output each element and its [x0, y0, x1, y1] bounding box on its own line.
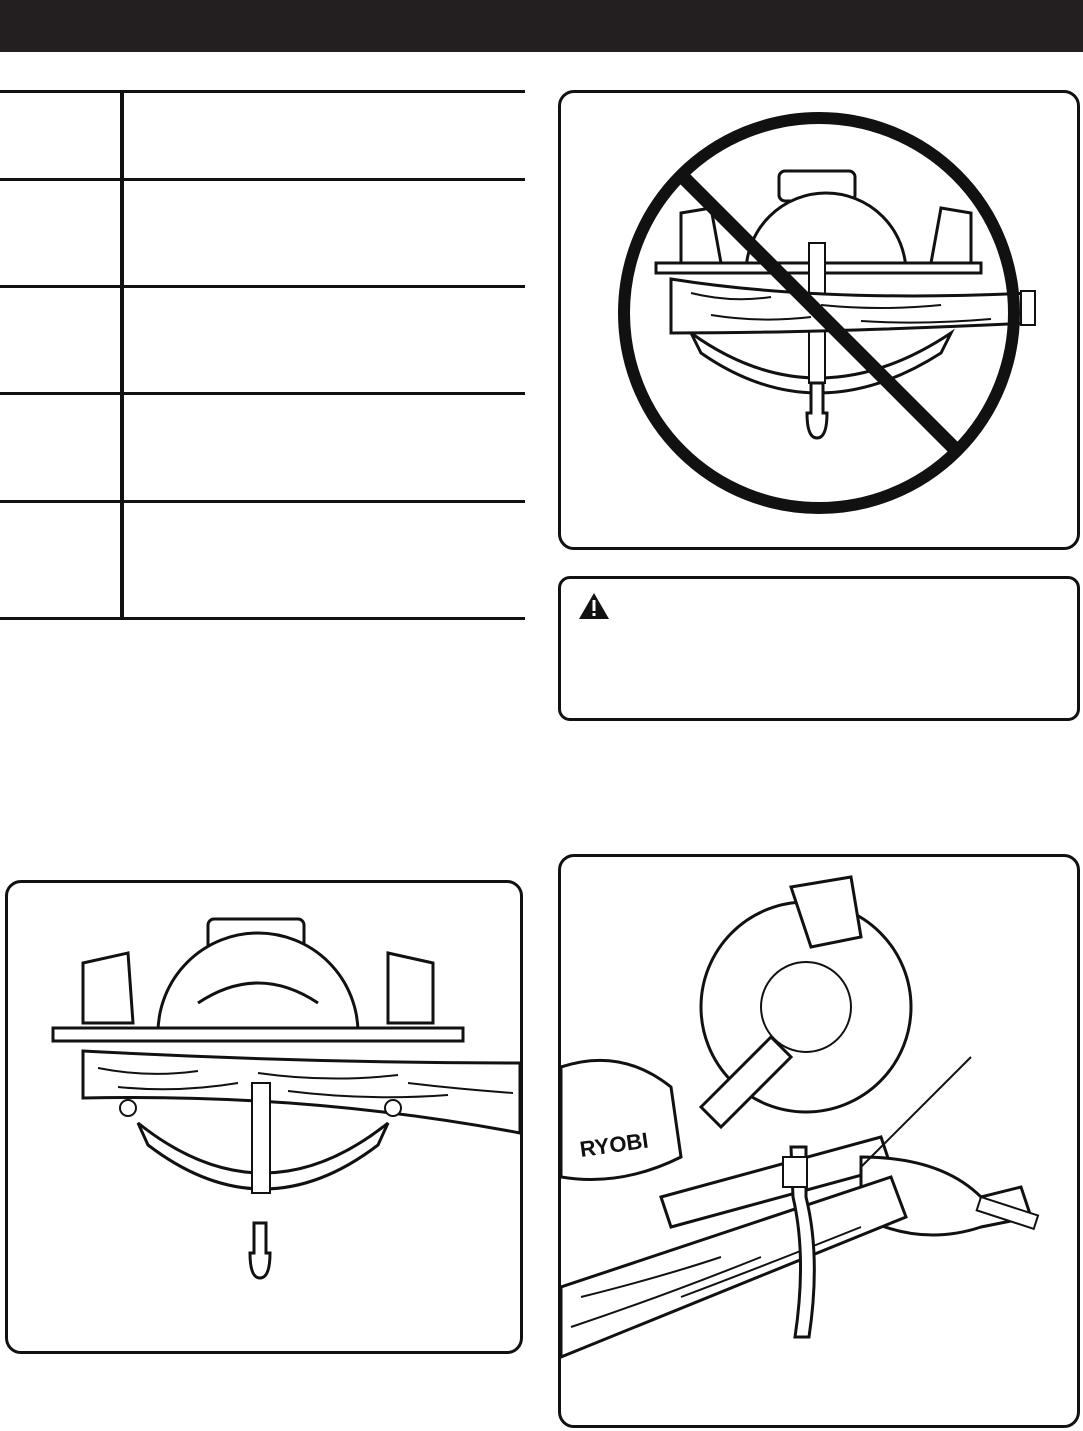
table-row [0, 90, 525, 178]
table-term [0, 288, 124, 392]
table-row [0, 285, 525, 392]
table-term [0, 181, 124, 285]
saw-warped-board-illustration [561, 93, 1077, 547]
info-table [0, 90, 525, 620]
saw-clamp-illustration [561, 857, 1077, 1425]
figure-prohibited-cut [558, 90, 1080, 550]
saw-front-view-illustration [8, 883, 520, 1351]
table-term [0, 503, 124, 617]
figure-clamped-workpiece [558, 854, 1080, 1428]
table-row [0, 178, 525, 285]
table-term [0, 395, 124, 500]
header-bar [0, 0, 1083, 52]
warning-box [558, 576, 1080, 721]
warning-triangle-icon [577, 591, 611, 621]
table-term [0, 93, 124, 178]
brand-label: RYOBI [578, 1127, 650, 1162]
table-row [0, 500, 525, 620]
table-row [0, 392, 525, 500]
figure-warped-board-front [5, 880, 523, 1354]
